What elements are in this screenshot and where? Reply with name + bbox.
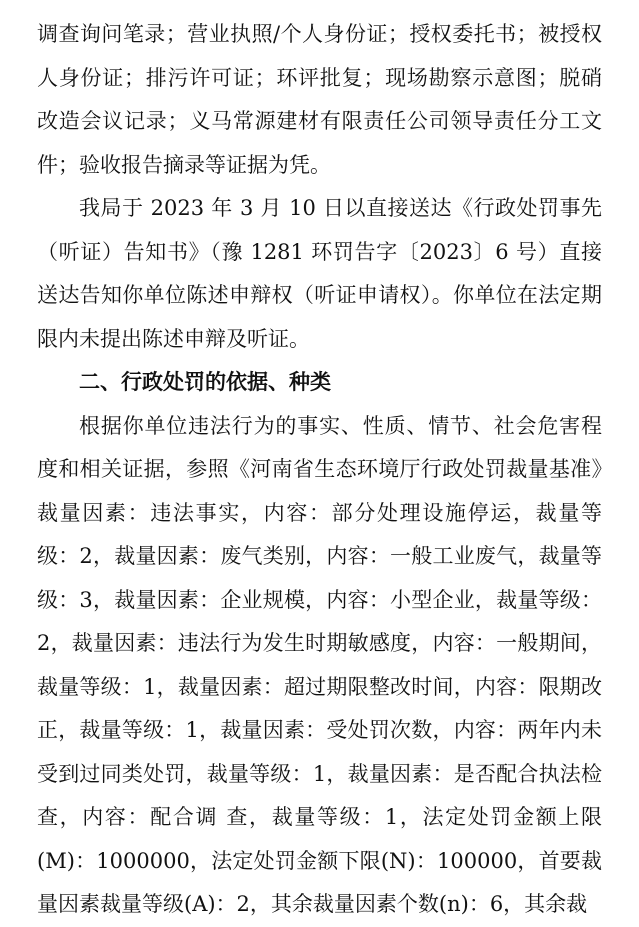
document-page [37, 13, 602, 927]
hearing-notice-paragraph: 我局于 2023 年 3 月 10 日以直接送达《行政处罚事先（听证）告知书》（豫 1281 环罚告字〔2023〕6 号）直接送达告知你单位陈述申辩权（听证申请权）。你单位在法定期限内未提出陈述申辩及听证。 [37, 196, 602, 351]
penalty-basis-paragraph: 根据你单位违法行为的事实、性质、情节、社会危害程度和相关证据，参照《河南省生态环境厅行政处罚裁量基准》裁量因素：违法事实，内容：部分处理设施停运，裁量等级：2，裁量因素：废气类别，内容：一般工业废气，裁量等级：3，裁量因素：企业规模，内容：小型企业，裁量等级：2，裁量因素：违法行为发生时期敏感度，内容：一般期间，裁量等级：1，裁量因素：超过期限整改时间，内容：限期改正，裁量等级：1，裁量因素：受处罚次数，内容：两年内未受到过同类处罚，裁量等级：1，裁量因素：是否配合执法检查，内容：配合调 查，裁量等级：1，法定处罚金额上限(M)：1000000，法定处罚金额下限(N)：100000，首要裁量因素裁量等级(A)：2，其余裁量因素个数(n)：6，其余裁 [37, 413, 602, 916]
evidence-paragraph: 调查询问笔录；营业执照/个人身份证；授权委托书；被授权人身份证；排污许可证；环评批复；现场勘察示意图；脱硝改造会议记录；义马常源建材有限责任公司领导责任分工文件；验收报告摘录等证据为凭。 [37, 22, 602, 177]
section-heading: 二、行政处罚的依据、种类 [79, 370, 331, 394]
